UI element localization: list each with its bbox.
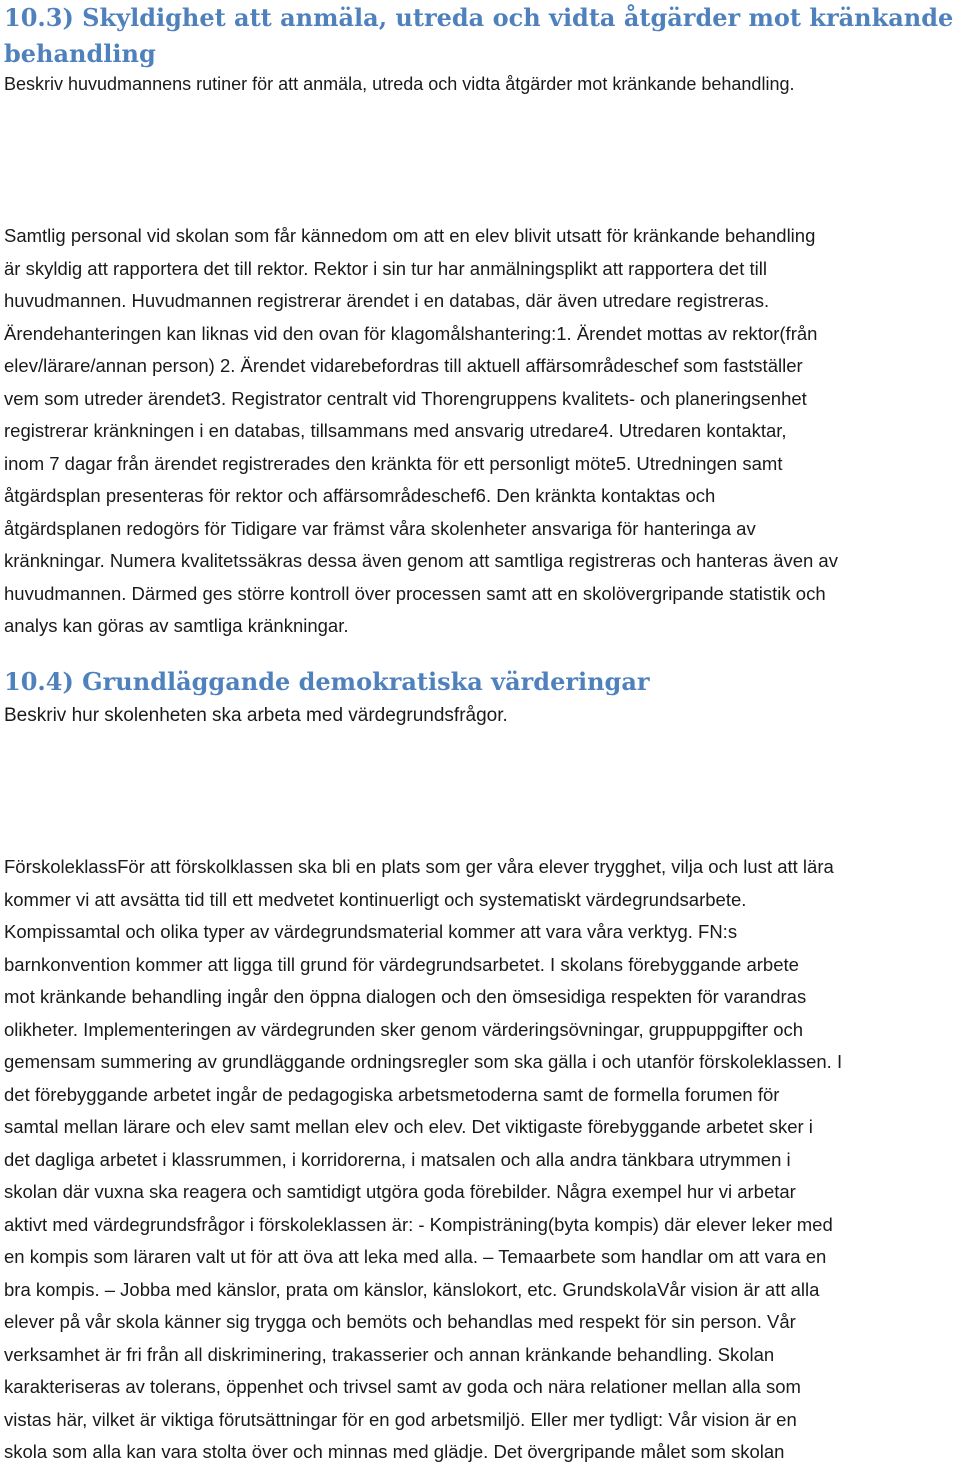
- paragraph-line: karakteriseras av tolerans, öppenhet och trivsel samt av goda och nära relationer mellan alla som: [4, 1376, 801, 1397]
- paragraph-line: åtgärdsplan presenteras för rektor och affärsområdeschef6. Den kränkta kontaktas och: [4, 485, 716, 506]
- paragraph-line: inom 7 dagar från ärendet registrerades den kränkta för ett personligt möte5. Utredningen samt: [4, 452, 783, 474]
- paragraph-line: Ärendehanteringen kan liknas vid den ovan för klagomålshantering:1. Ärendet mottas av rektor(från: [4, 322, 818, 344]
- paragraph-line: analys kan göras av samtliga kränkningar.: [4, 615, 349, 636]
- section-prompt-10-4: Beskriv hur skolenheten ska arbeta med värdegrundsfrågor.: [4, 705, 508, 726]
- paragraph-line: det dagliga arbetet i klassrummen, i korridorerna, i matsalen och alla andra tänkbara utrymmen i: [4, 1148, 791, 1170]
- section-heading-10-3: [4, 0, 954, 72]
- paragraph-line: Kompissamtal och olika typer av värdegrundsmaterial kommer att vara våra verktyg. FN:s: [4, 921, 738, 942]
- paragraph-line: elever på vår skola känner sig trygga och bemöts och behandlas med respekt för sin person. Vår: [4, 1311, 796, 1332]
- paragraph-line: elev/lärare/annan person) 2. Ärendet vidarebefordras till aktuell affärsområdeschef som fastställer: [4, 355, 803, 376]
- paragraph-line: skolan där vuxna ska reagera och samtidigt utgöra goda förebilder. Några exempel hur vi arbetar: [4, 1181, 796, 1202]
- paragraph-line: samtal mellan lärare och elev samt mellan elev och elev. Det viktigaste förebyggande arbetet sker i: [4, 1116, 813, 1137]
- paragraph-line: bra kompis. – Jobba med känslor, prata om känslor, känslokort, etc. GrundskolaVår vision är att alla: [4, 1278, 820, 1300]
- paragraph-line: huvudmannen. Därmed ges större kontroll över processen samt att en skolövergripande statistik och: [4, 582, 826, 604]
- paragraph-line: skola som alla kan vara stolta över och minnas med glädje. Det övergripande målet som skolan: [4, 1441, 785, 1462]
- paragraph-line: Samtlig personal vid skolan som får kännedom om att en elev blivit utsatt för kränkande behandling: [4, 225, 816, 246]
- paragraph-line: mot kränkande behandling ingår den öppna dialogen och den ömsesidiga respekten för varandras: [4, 986, 807, 1007]
- paragraph-line: registrerar kränkningen i en databas, tillsammans med ansvarig utredare4. Utredaren kontaktar,: [4, 420, 787, 441]
- paragraph-line: kommer vi att avsätta tid till ett medvetet kontinuerligt och systematiskt värdegrundsarbete.: [4, 888, 747, 910]
- paragraph-line: åtgärdsplanen redogörs för Tidigare var främst våra skolenheter ansvariga för hanteringa av: [4, 517, 756, 539]
- paragraph-line: en kompis som läraren valt ut för att öva att leka med alla. – Temaarbete som handlar om att vara en: [4, 1246, 827, 1267]
- paragraph-line: huvudmannen. Huvudmannen registrerar ärendet i en databas, där även utredare registreras.: [4, 290, 770, 311]
- paragraph-line: vistas här, vilket är viktiga förutsättningar för en god arbetsmiljö. Eller mer tydligt: Vår vision är en: [4, 1408, 797, 1430]
- section-prompt-10-3: Beskriv huvudmannens rutiner för att anmäla, utreda och vidta åtgärder mot kränkande behandling.: [4, 74, 795, 94]
- paragraph-line: FörskoleklassFör att förskolklassen ska bli en plats som ger våra elever trygghet, vilja och lust att lära: [4, 856, 834, 877]
- paragraph-line: verksamhet är fri från all diskriminering, trakasserier och annan kränkande behandling. Skolan: [4, 1343, 775, 1365]
- paragraph-line: aktivt med värdegrundsfrågor i förskoleklassen är: - Kompisträning(byta kompis) där elever leker med: [4, 1213, 833, 1235]
- heading-line: behandling: [4, 39, 156, 68]
- paragraph-line: är skyldig att rapportera det till rektor. Rektor i sin tur har anmälningsplikt att rapportera det till: [4, 257, 767, 279]
- paragraph-line: gemensam summering av grundläggande ordningsregler som ska gälla i och utanför förskoleklassen. I: [4, 1051, 843, 1072]
- paragraph-line: kränkningar. Numera kvalitetssäkras dessa även genom att samtliga registreras och hanteras även av: [4, 550, 838, 571]
- section-heading-10-4: 10.4) Grundläggande demokratiska värderingar: [4, 667, 650, 696]
- heading-line: 10.3) Skyldighet att anmäla, utreda och vidta åtgärder mot kränkande: [4, 3, 954, 32]
- paragraph-line: vem som utreder ärendet3. Registrator centralt vid Thorengruppens kvalitets- och planeringsenhet: [4, 387, 807, 409]
- paragraph-line: det förebyggande arbetet ingår de pedagogiska arbetsmetoderna samt de formella forumen för: [4, 1083, 780, 1105]
- paragraph-line: barnkonvention kommer att ligga till grund för värdegrundsarbetet. I skolans förebyggande arbete: [4, 953, 799, 975]
- paragraph-line: olikheter. Implementeringen av värdegrunden sker genom värderingsövningar, gruppuppgifter och: [4, 1018, 804, 1040]
